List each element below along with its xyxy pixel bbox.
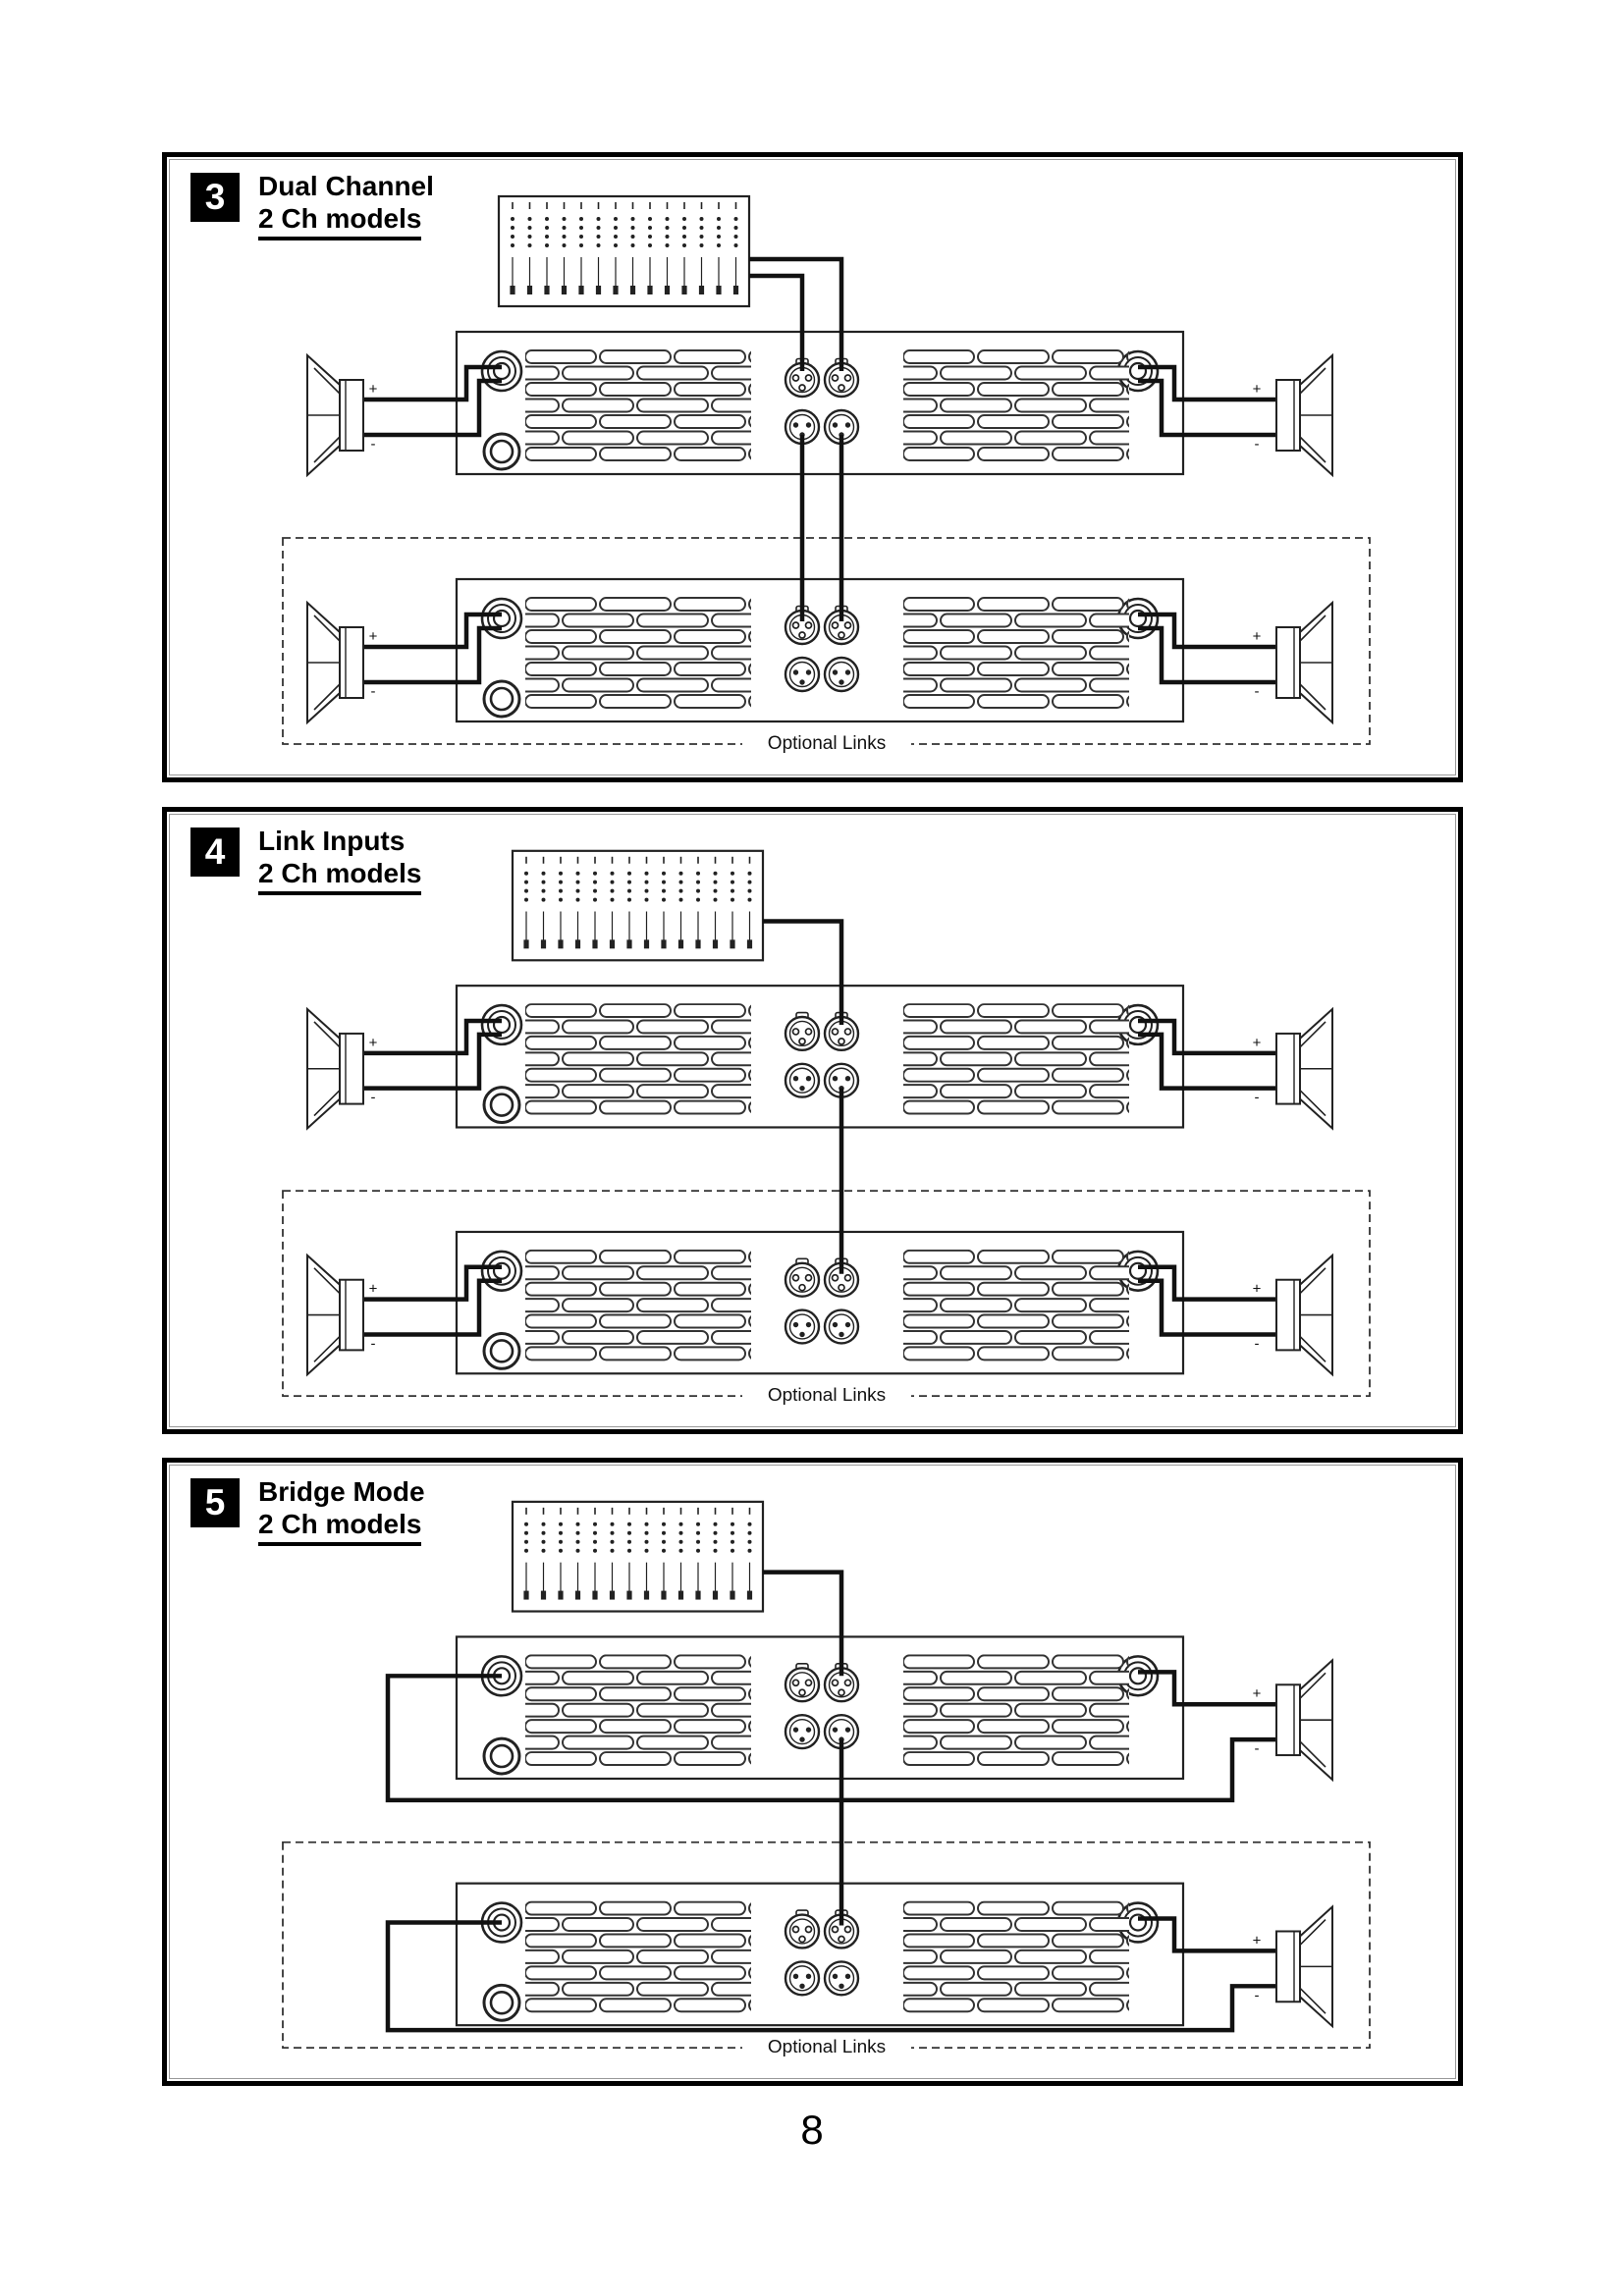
panel-title: Link Inputs: [258, 826, 406, 856]
panel-header: [258, 169, 434, 240]
panel-subtitle: 2 Ch models: [258, 1509, 421, 1546]
panel-number-badge: [190, 1478, 240, 1527]
speaker-wire-negative: [363, 1281, 502, 1335]
speaker-right-amp1: [1276, 1660, 1332, 1780]
optional-links-label: Optional Links: [767, 1385, 887, 1407]
panel-title: Bridge Mode: [258, 1476, 425, 1507]
mixer: [513, 851, 763, 960]
polarity-plus-label: +: [1252, 381, 1262, 398]
panel-subtitle: 2 Ch models: [258, 203, 421, 240]
polarity-plus-label: +: [368, 381, 378, 398]
amplifier-1: [457, 332, 1198, 474]
panel-dual-channel: [162, 152, 1463, 782]
polarity-plus-label: +: [368, 628, 378, 645]
panel-bridge-mode: [162, 1458, 1463, 2086]
speaker-left-amp1: [307, 1009, 363, 1128]
panel-number: 5: [204, 1482, 226, 1522]
panel-number-badge: [190, 828, 240, 877]
polarity-minus-label: -: [1254, 436, 1260, 453]
polarity-minus-label: -: [370, 1335, 376, 1353]
panel-subtitle: 2 Ch models: [258, 858, 421, 895]
speaker-wire-negative: [363, 628, 502, 682]
polarity-plus-label: +: [368, 1280, 378, 1298]
speaker-left-amp2: [307, 603, 363, 722]
speaker-right-amp1: [1276, 355, 1332, 475]
panel-header: [258, 1474, 425, 1546]
panel-link-inputs: [162, 807, 1463, 1434]
amplifier-2-optional: [457, 579, 1198, 721]
polarity-minus-label: -: [1254, 1089, 1260, 1106]
amplifier-2-optional: [457, 1884, 1198, 2026]
polarity-plus-label: +: [1252, 1034, 1262, 1051]
polarity-minus-label: -: [1254, 1740, 1260, 1758]
polarity-minus-label: -: [370, 1089, 376, 1106]
polarity-plus-label: +: [1252, 628, 1262, 645]
speaker-right-amp2: [1276, 1255, 1332, 1374]
amplifier-1: [457, 986, 1198, 1127]
amplifier-1: [457, 1636, 1198, 1779]
polarity-minus-label: -: [1254, 683, 1260, 700]
panel-title: Dual Channel: [258, 171, 434, 201]
polarity-minus-label: -: [370, 436, 376, 453]
wiring-diagram-link-inputs: [167, 812, 1458, 1429]
speaker-wire-negative: [363, 381, 502, 435]
panel-number: 4: [204, 831, 226, 872]
mixer: [513, 1502, 763, 1612]
polarity-plus-label: +: [368, 1034, 378, 1051]
speaker-right-amp1: [1276, 1009, 1332, 1128]
amplifier-2-optional: [457, 1232, 1198, 1373]
optional-links-label: Optional Links: [767, 2037, 887, 2058]
wiring-diagram-bridge-mode: [167, 1463, 1458, 2081]
polarity-plus-label: +: [1252, 1685, 1262, 1703]
panel-number-badge: [190, 173, 240, 222]
wiring-diagram-dual-channel: [167, 157, 1458, 777]
speaker-right-amp2: [1276, 1907, 1332, 2027]
page-number: 8: [800, 2107, 824, 2153]
panel-header: [258, 824, 421, 895]
speaker-wire-negative: [363, 1035, 502, 1089]
panel-number: 3: [204, 177, 226, 217]
polarity-plus-label: +: [1252, 1280, 1262, 1298]
polarity-plus-label: +: [1252, 1932, 1262, 1949]
speaker-left-amp1: [307, 355, 363, 475]
speaker-left-amp2: [307, 1255, 363, 1374]
polarity-minus-label: -: [1254, 1987, 1260, 2004]
mixer: [499, 196, 749, 306]
optional-links-label: Optional Links: [767, 733, 887, 754]
polarity-minus-label: -: [1254, 1335, 1260, 1353]
polarity-minus-label: -: [370, 683, 376, 700]
speaker-right-amp2: [1276, 603, 1332, 722]
